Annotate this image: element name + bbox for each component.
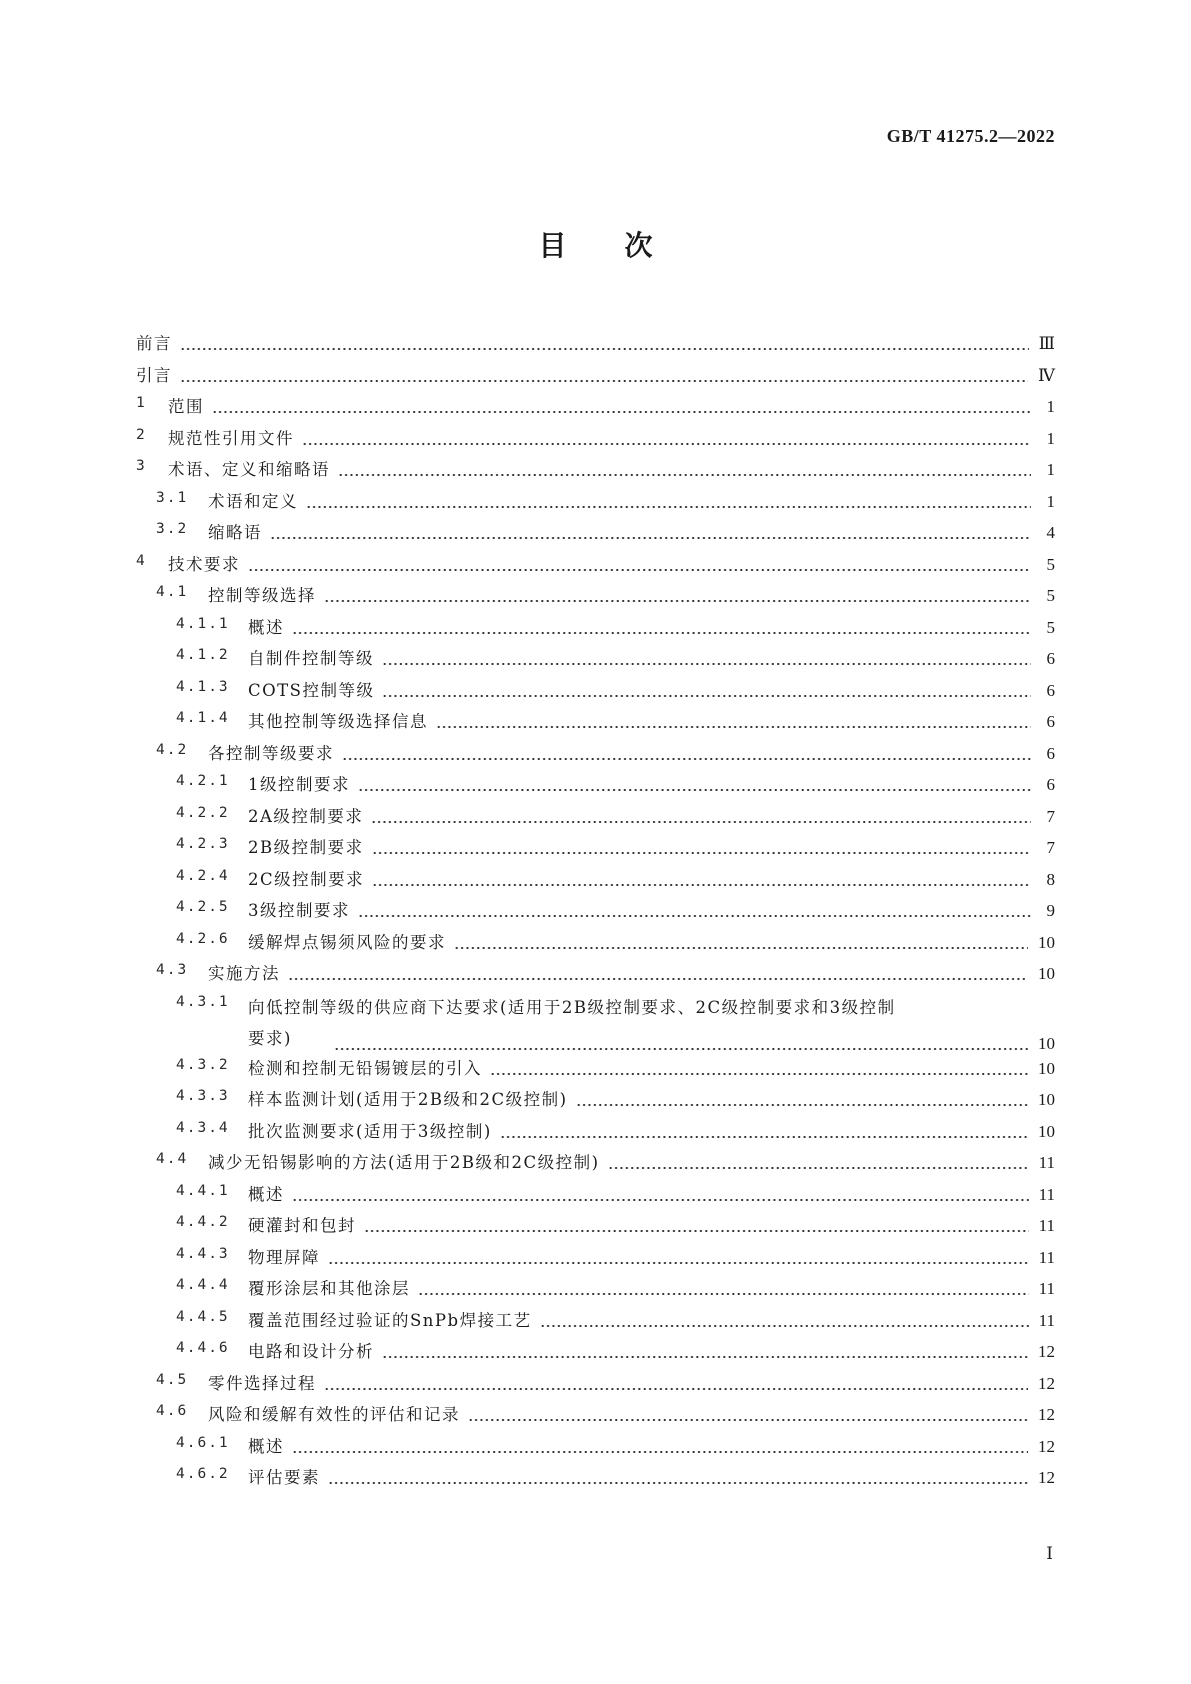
dot-leader (292, 1199, 1029, 1201)
toc-entry-title: 概述 (248, 617, 284, 637)
toc-entry[interactable] (136, 893, 1055, 925)
toc-entry-title: 缩略语 (208, 523, 262, 542)
toc-entry-page: 11 (1038, 1310, 1055, 1330)
toc-entry-title: 概述 (248, 1436, 284, 1456)
dot-leader (436, 726, 1031, 728)
toc-entry-number: 4.4.2 (176, 1214, 230, 1230)
toc-entry-page: 1 (1046, 397, 1055, 416)
toc-entry-page: 11 (1038, 1279, 1055, 1298)
toc-entry-page: 10 (1038, 932, 1055, 952)
toc-entry-number: 4.2.6 (176, 930, 230, 947)
toc-entry-number: 4.4.6 (176, 1340, 230, 1356)
toc-entry-number: 4.5 (156, 1371, 189, 1388)
toc-entry[interactable] (136, 988, 1055, 1051)
dot-leader (371, 821, 1031, 823)
toc-entry[interactable] (136, 862, 1055, 894)
dot-leader (270, 537, 1031, 539)
toc-entry-title: 缓解焊点锡须风险的要求 (248, 932, 446, 952)
toc-entry[interactable] (136, 1303, 1055, 1335)
toc-entry-title: 覆形涂层和其他涂层 (248, 1279, 410, 1298)
dot-leader (334, 1048, 1028, 1050)
toc-entry-number: 3.2 (156, 521, 189, 537)
dot-leader (338, 474, 1031, 476)
toc-entry-page: 6 (1046, 649, 1055, 668)
toc-entry-page: 9 (1046, 901, 1055, 920)
dot-leader (288, 978, 1028, 980)
toc-heading-char-1: 目 (538, 229, 567, 262)
dot-leader (382, 1356, 1028, 1358)
toc-entry-title: 覆盖范围经过验证的SnPb焊接工艺 (248, 1310, 532, 1330)
toc-entry[interactable] (136, 484, 1055, 516)
dot-leader (490, 1073, 1028, 1075)
toc-entry-page: 10 (1038, 1121, 1055, 1141)
toc-entry[interactable] (136, 925, 1055, 957)
toc-entry-title: 范围 (168, 397, 204, 416)
toc-entry-page: 6 (1046, 743, 1055, 763)
toc-entry-number: 4.2.5 (176, 899, 230, 915)
toc-entry-title: 检测和控制无铅锡镀层的引入 (248, 1058, 482, 1078)
toc-entry-page: 11 (1038, 1153, 1055, 1172)
toc-entry[interactable] (136, 1208, 1055, 1240)
toc-entry-title: 其他控制等级选择信息 (248, 712, 428, 731)
toc-entry-title: 2A级控制要求 (248, 806, 364, 826)
toc-entry-title: 前言 (136, 334, 172, 353)
toc-entry-number: 4.2.2 (176, 804, 230, 821)
toc-entry-title: 评估要素 (248, 1468, 320, 1487)
toc-entry-page: 7 (1046, 806, 1055, 826)
toc-entry-title: 规范性引用文件 (168, 428, 294, 448)
toc-entry[interactable] (136, 1240, 1055, 1272)
toc-entry-page: 6 (1046, 680, 1055, 700)
toc-entry-number: 4.1.1 (176, 615, 230, 632)
toc-entry-title: 样本监测计划(适用于2B级和2C级控制) (248, 1090, 568, 1109)
toc-entry-title: 2C级控制要求 (248, 869, 365, 889)
toc-entry-number: 4.1.4 (176, 710, 230, 726)
toc-entry-page: 12 (1038, 1468, 1055, 1487)
toc-entry-number: 4.1 (156, 584, 189, 600)
toc-entry[interactable] (136, 1082, 1055, 1114)
toc-entry-page: 5 (1046, 617, 1055, 637)
toc-entry-page: 12 (1038, 1405, 1055, 1424)
toc-entry-title: 硬灌封和包封 (248, 1216, 356, 1235)
toc-entry[interactable] (136, 1429, 1055, 1461)
dot-leader (540, 1325, 1029, 1327)
toc-entry-title: 自制件控制等级 (248, 649, 374, 668)
toc-entry-page: 11 (1038, 1184, 1055, 1204)
toc-entry[interactable] (136, 389, 1055, 421)
dot-leader (180, 348, 1029, 350)
toc-entry-number: 4.1.2 (176, 647, 230, 663)
toc-entry-page: 10 (1038, 1090, 1055, 1109)
toc-entry-number: 4.2 (156, 741, 189, 758)
dot-leader (212, 411, 1031, 413)
toc-entry-number: 1 (136, 395, 147, 411)
dot-leader (358, 915, 1031, 917)
toc-entry-title: 零件选择过程 (208, 1373, 316, 1393)
toc-entry[interactable] (136, 1145, 1055, 1177)
toc-heading-char-2: 次 (624, 229, 653, 262)
toc-entry-number: 4.4.5 (176, 1308, 230, 1325)
dot-leader (248, 569, 1031, 571)
toc-entry[interactable] (136, 799, 1055, 831)
dot-leader (306, 506, 1031, 508)
toc-entry[interactable] (136, 610, 1055, 642)
toc-entry[interactable] (136, 1114, 1055, 1146)
toc-entry-page: 6 (1046, 775, 1055, 794)
toc-entry-number: 4.3.2 (176, 1056, 230, 1073)
toc-entry[interactable] (136, 956, 1055, 988)
toc-entry-page: 10 (1038, 1033, 1055, 1053)
toc-entry[interactable] (136, 1271, 1055, 1303)
toc-entry-number: 4.1.3 (176, 678, 230, 695)
dot-leader (454, 947, 1028, 949)
toc-entry[interactable] (136, 326, 1055, 358)
dot-leader (576, 1104, 1028, 1106)
toc-entry-number: 4.4.4 (176, 1277, 230, 1293)
dot-leader (372, 852, 1031, 854)
toc-entry-number: 4.2.4 (176, 867, 230, 884)
toc-entry-number: 4.4.1 (176, 1182, 230, 1199)
dot-leader (382, 695, 1031, 697)
toc-entry-page: 5 (1046, 554, 1055, 574)
toc-entry-number: 4.2.3 (176, 836, 230, 852)
toc-entry-page: 8 (1046, 869, 1055, 889)
toc-entry-page: 11 (1038, 1216, 1055, 1235)
toc-entry[interactable] (136, 515, 1055, 547)
toc-entry[interactable] (136, 673, 1055, 705)
toc-entry-title: 3级控制要求 (248, 901, 350, 920)
toc-entry[interactable] (136, 830, 1055, 862)
toc-entry-number: 4.3 (156, 962, 189, 978)
toc-entry-number: 4.6.2 (176, 1466, 230, 1482)
table-of-contents (136, 326, 1055, 1492)
toc-entry-title: 批次监测要求(适用于3级控制) (248, 1121, 492, 1141)
toc-entry-number: 4.2.1 (176, 773, 230, 789)
dot-leader (292, 632, 1031, 634)
toc-entry-title: 技术要求 (168, 554, 240, 574)
toc-entry-title: 控制等级选择 (208, 586, 316, 605)
dot-leader (500, 1136, 1028, 1138)
toc-entry[interactable] (136, 641, 1055, 673)
toc-entry[interactable] (136, 452, 1055, 484)
dot-leader (180, 380, 1028, 382)
dot-leader (328, 1262, 1029, 1264)
toc-entry[interactable] (136, 547, 1055, 579)
toc-entry[interactable] (136, 578, 1055, 610)
toc-entry-page: 1 (1046, 491, 1055, 511)
dot-leader (382, 663, 1031, 665)
toc-entry-title: 1级控制要求 (248, 775, 350, 794)
toc-entry-page: 12 (1038, 1342, 1055, 1361)
toc-entry-page: 12 (1038, 1373, 1055, 1393)
toc-entry[interactable] (136, 421, 1055, 453)
toc-entry-title: 引言 (136, 365, 172, 385)
toc-entry-number: 3 (136, 458, 147, 474)
toc-entry-title: 电路和设计分析 (248, 1342, 374, 1361)
toc-entry-page: 4 (1046, 523, 1055, 542)
toc-entry-title: 减少无铅锡影响的方法(适用于2B级和2C级控制) (208, 1153, 600, 1172)
toc-entry-page: 1 (1046, 460, 1055, 479)
toc-entry-number: 4.6.1 (176, 1434, 230, 1451)
toc-entry[interactable] (136, 1177, 1055, 1209)
toc-entry-number: 4.3.1 (176, 993, 230, 1010)
dot-leader (302, 443, 1031, 445)
toc-entry-page: 1 (1046, 428, 1055, 448)
toc-entry-number: 2 (136, 426, 147, 443)
dot-leader (364, 1230, 1029, 1232)
toc-entry-number: 3.1 (156, 489, 189, 506)
dot-leader (324, 1388, 1028, 1390)
toc-entry-page: 11 (1038, 1247, 1055, 1267)
toc-entry-page: Ⅳ (1038, 365, 1055, 385)
toc-entry[interactable] (136, 1397, 1055, 1429)
toc-entry-number: 4.3.3 (176, 1088, 230, 1104)
toc-entry[interactable] (136, 1051, 1055, 1083)
toc-entry-title: 术语、定义和缩略语 (168, 460, 330, 479)
toc-entry-title: 概述 (248, 1184, 284, 1204)
toc-entry[interactable] (136, 1334, 1055, 1366)
toc-entry-page: 10 (1038, 1058, 1055, 1078)
dot-leader (608, 1167, 1029, 1169)
toc-entry-page: 10 (1038, 964, 1055, 983)
toc-entry[interactable] (136, 767, 1055, 799)
toc-entry-title: 实施方法 (208, 964, 280, 983)
toc-entry-number: 4.3.4 (176, 1119, 230, 1136)
dot-leader (372, 884, 1031, 886)
toc-entry-number: 4.4.3 (176, 1245, 230, 1262)
toc-entry-title: 风险和缓解有效性的评估和记录 (208, 1405, 460, 1424)
dot-leader (342, 758, 1031, 760)
page-number: Ⅰ (1046, 1544, 1053, 1563)
standard-number: GB/T 41275.2—2022 (886, 126, 1055, 146)
toc-entry[interactable] (136, 1460, 1055, 1492)
toc-entry-title: 各控制等级要求 (208, 743, 334, 763)
toc-heading (0, 224, 1191, 264)
toc-entry-page: 7 (1046, 838, 1055, 857)
toc-entry-page: Ⅲ (1038, 334, 1055, 353)
toc-entry-page: 6 (1046, 712, 1055, 731)
toc-entry-title: 2B级控制要求 (248, 838, 364, 857)
dot-leader (328, 1482, 1028, 1484)
toc-entry[interactable] (136, 1366, 1055, 1398)
toc-entry[interactable] (136, 736, 1055, 768)
toc-entry-number: 4.4 (156, 1151, 189, 1167)
toc-entry[interactable] (136, 358, 1055, 390)
toc-entry-title: 物理屏障 (248, 1247, 320, 1267)
dot-leader (324, 600, 1031, 602)
dot-leader (468, 1419, 1028, 1421)
toc-entry-page: 12 (1038, 1436, 1055, 1456)
toc-entry-title: 术语和定义 (208, 491, 298, 511)
toc-entry-number: 4.6 (156, 1403, 189, 1419)
dot-leader (358, 789, 1031, 791)
dot-leader (418, 1293, 1029, 1295)
toc-entry-title: 向低控制等级的供应商下达要求(适用于2B级控制要求、2C级控制要求和3级控制 (248, 997, 896, 1017)
toc-entry-page: 5 (1046, 586, 1055, 605)
dot-leader (292, 1451, 1028, 1453)
toc-entry-title: COTS控制等级 (248, 680, 375, 700)
toc-entry-title-continuation: 要求) (248, 1028, 292, 1048)
toc-entry[interactable] (136, 704, 1055, 736)
toc-entry-number: 4 (136, 552, 147, 569)
